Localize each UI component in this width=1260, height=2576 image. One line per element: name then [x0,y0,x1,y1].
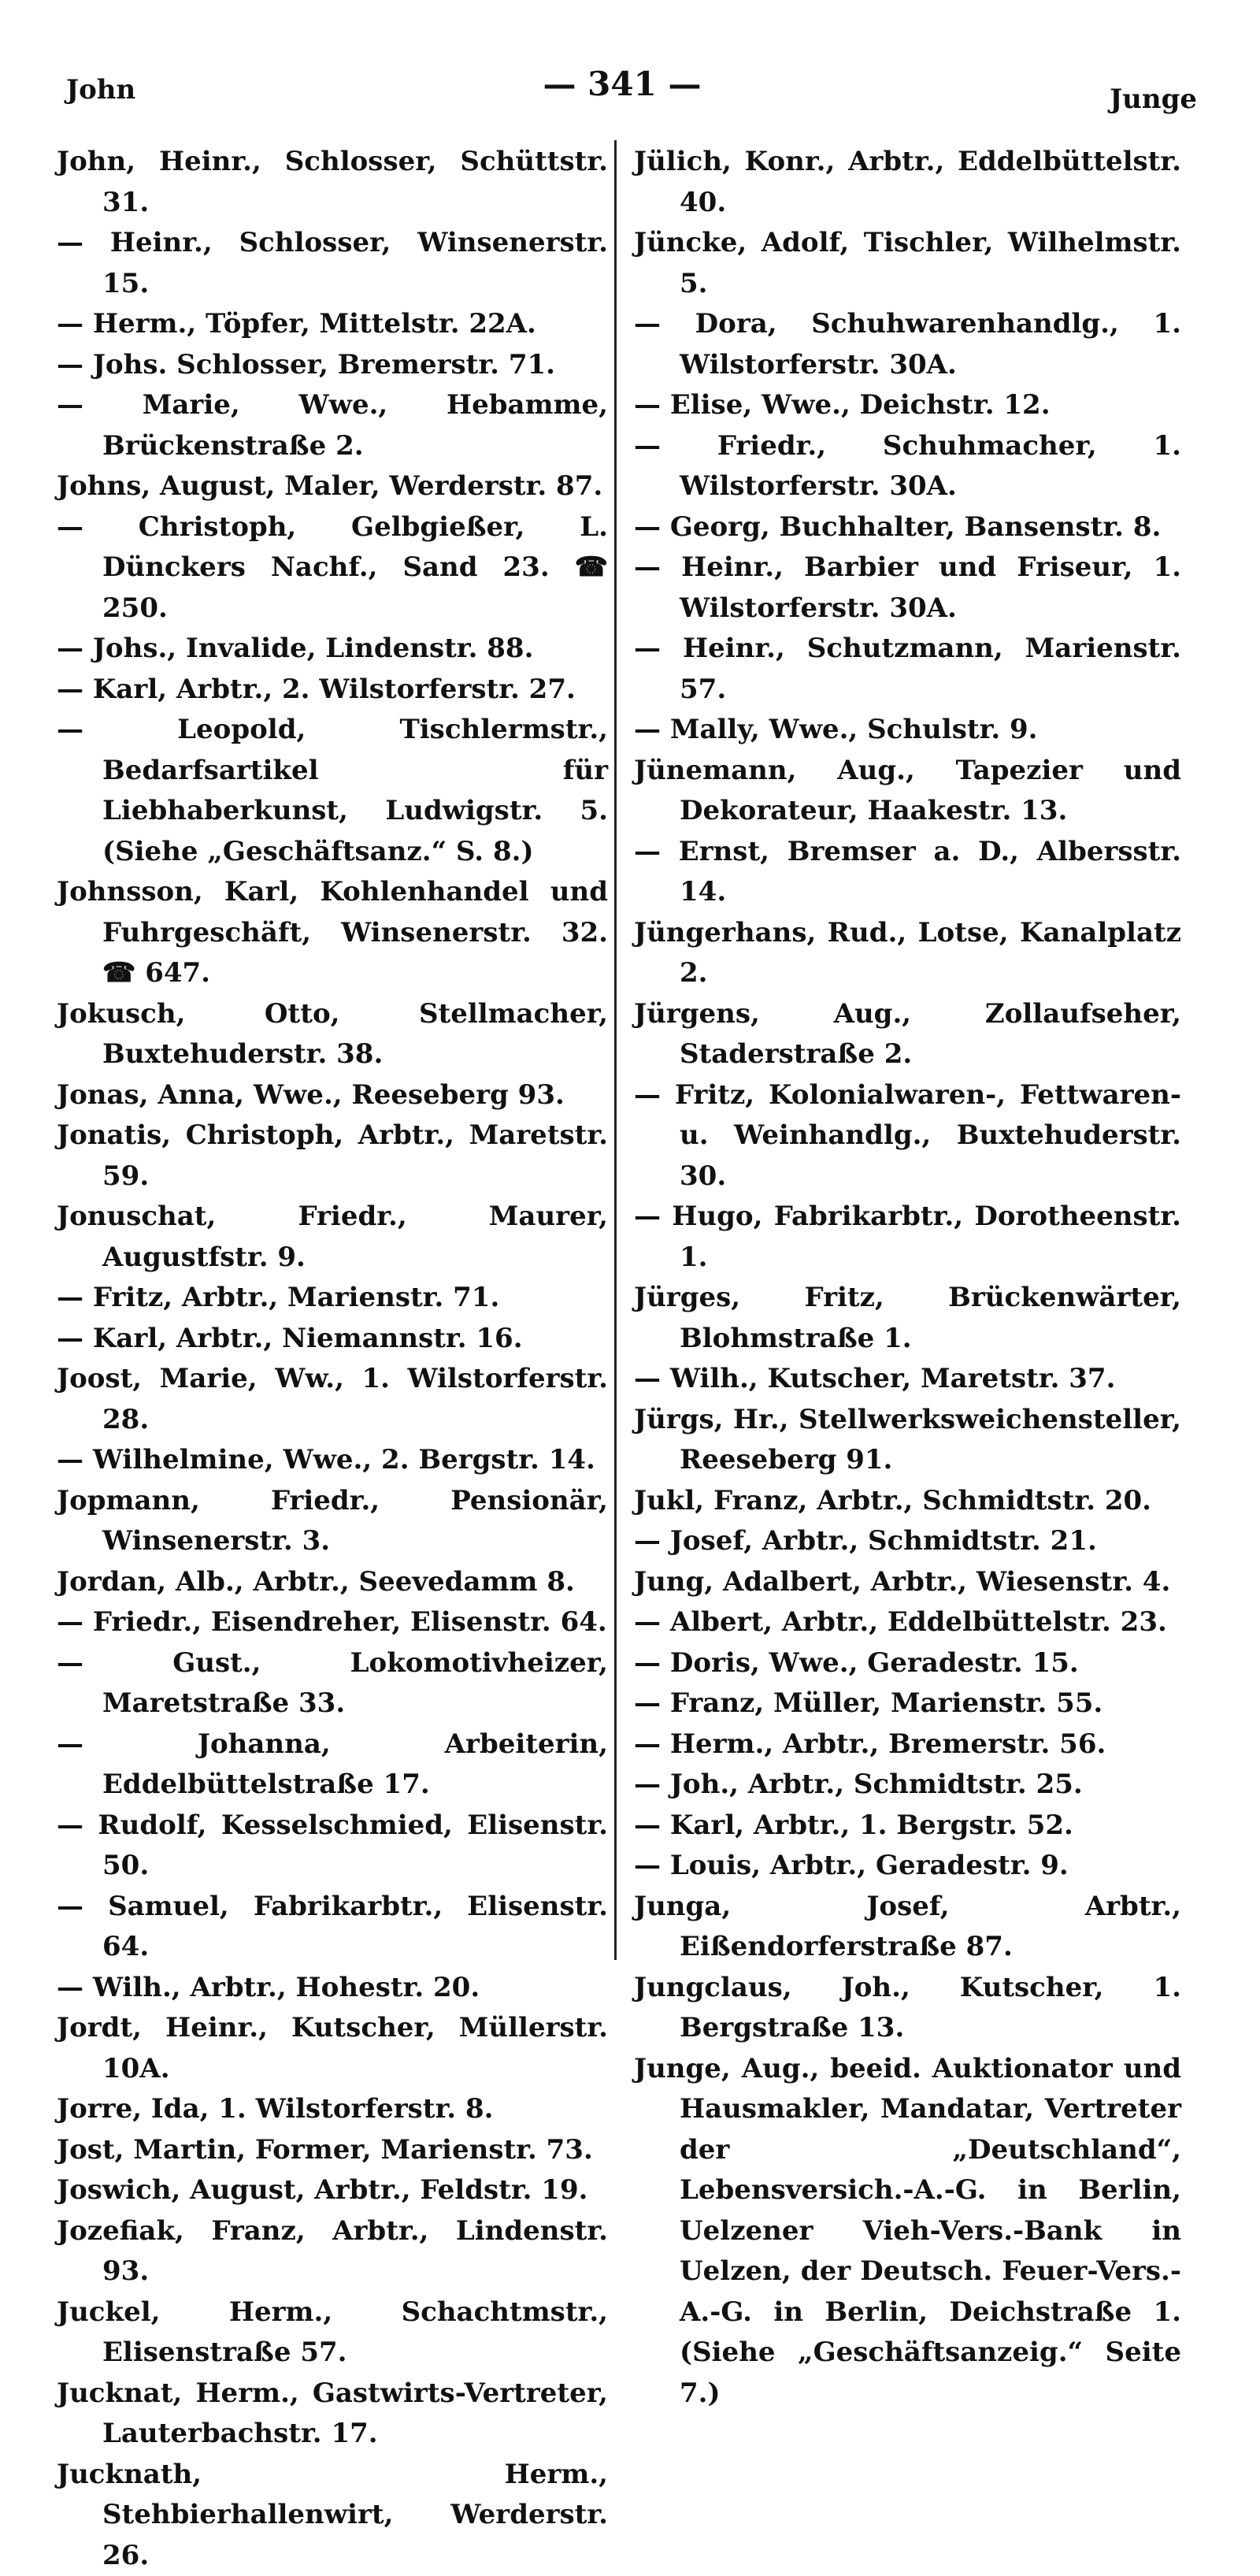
directory-entry: — Johanna, Arbeiterin, Eddelbüttelstraße 17. [57,1724,608,1806]
directory-entry: — Fritz, Kolonialwaren-, Fettwaren- u. Weinhandlg., Buxtehuderstr. 30. [634,1075,1181,1197]
directory-entry: — Heinr., Schutzmann, Marienstr. 57. [634,629,1181,710]
directory-entry: Johns, August, Maler, Werderstr. 87. [57,466,608,507]
directory-entry: — Wilh., Kutscher, Maretstr. 37. [634,1359,1181,1400]
directory-entry: — Fritz, Arbtr., Marienstr. 71. [57,1278,608,1319]
directory-entry: — Hugo, Fabrikarbtr., Dorotheenstr. 1. [634,1197,1181,1278]
directory-entry: — Georg, Buchhalter, Bansenstr. 8. [634,507,1181,548]
directory-entry: Jordt, Heinr., Kutscher, Müllerstr. 10A. [57,2008,608,2089]
directory-entry: Jonuschat, Friedr., Maurer, Augustfstr. 9. [57,1197,608,1278]
page-number: — 341 — [47,65,1197,103]
directory-entry: — Johs. Schlosser, Bremerstr. 71. [57,345,608,386]
header-right-catchword: Junge [1110,84,1197,115]
right-column [634,142,1181,2414]
directory-entry: Jorre, Ida, 1. Wilstorferstr. 8. [57,2089,608,2130]
directory-entry: Jüncke, Adolf, Tischler, Wilhelmstr. 5. [634,223,1181,304]
directory-entry: — Rudolf, Kesselschmied, Elisenstr. 50. [57,1806,608,1887]
directory-entry: — Dora, Schuhwarenhandlg., 1. Wilstorferstr. 30A. [634,304,1181,385]
directory-entry: — Karl, Arbtr., 2. Wilstorferstr. 27. [57,670,608,711]
directory-entry: — Heinr., Barbier und Friseur, 1. Wilstorferstr. 30A. [634,547,1181,629]
directory-entry: Jonas, Anna, Wwe., Reeseberg 93. [57,1075,608,1116]
directory-entry: — Christoph, Gelbgießer, L. Dünckers Nachf., Sand 23. ☎ 250. [57,507,608,629]
column-divider [614,140,617,1960]
directory-entry: — Heinr., Schlosser, Winsenerstr. 15. [57,223,608,304]
directory-entry: — Franz, Müller, Marienstr. 55. [634,1683,1181,1724]
directory-entry: Jokusch, Otto, Stellmacher, Buxtehuderstr. 38. [57,994,608,1075]
directory-entry: — Wilhelmine, Wwe., 2. Bergstr. 14. [57,1440,608,1481]
directory-entry: — Louis, Arbtr., Geradestr. 9. [634,1846,1181,1887]
directory-entry: — Friedr., Eisendreher, Elisenstr. 64. [57,1602,608,1643]
directory-entry: Jucknat, Herm., Gastwirts-Vertreter, Lauterbachstr. 17. [57,2374,608,2455]
directory-entry: Jucknath, Herm., Stehbierhallenwirt, Werderstr. 26. [57,2455,608,2576]
directory-entry: Jonatis, Christoph, Arbtr., Maretstr. 59. [57,1115,608,1197]
directory-entry: — Marie, Wwe., Hebamme, Brückenstraße 2. [57,385,608,466]
directory-entry: Joost, Marie, Ww., 1. Wilstorferstr. 28. [57,1359,608,1440]
directory-entry: Jukl, Franz, Arbtr., Schmidtstr. 20. [634,1481,1181,1522]
directory-entry: Jung, Adalbert, Arbtr., Wiesenstr. 4. [634,1562,1181,1603]
directory-entry: — Friedr., Schuhmacher, 1. Wilstorferstr. 30A. [634,426,1181,507]
directory-entry: — Ernst, Bremser a. D., Albersstr. 14. [634,832,1181,913]
directory-entry: — Herm., Töpfer, Mittelstr. 22A. [57,304,608,345]
directory-entry: Joswich, August, Arbtr., Feldstr. 19. [57,2170,608,2211]
directory-entry: Jürgs, Hr., Stellwerksweichensteller, Reeseberg 91. [634,1400,1181,1481]
directory-entry: — Herm., Arbtr., Bremerstr. 56. [634,1724,1181,1765]
directory-entry: Jürgens, Aug., Zollaufseher, Staderstraße 2. [634,994,1181,1075]
directory-entry: — Albert, Arbtr., Eddelbüttelstr. 23. [634,1602,1181,1643]
directory-entry: — Mally, Wwe., Schulstr. 9. [634,710,1181,751]
directory-entry: Jungclaus, Joh., Kutscher, 1. Bergstraße 13. [634,1968,1181,2049]
directory-entry: Junge, Aug., beeid. Auktionator und Hausmakler, Mandatar, Vertreter der „Deutschland“, Lebensversich.-A.-G. in Berlin, Uelzener Vieh-Vers.-Bank in Uelzen, der Deutsch. Feuer-Vers.-A.-G. in Berlin, Deichstraße 1. (Siehe „Geschäftsanzeig.“ Seite 7.) [634,2049,1181,2415]
running-header [47,65,1197,112]
header-left-catchword: John [66,74,135,106]
directory-entry: — Samuel, Fabrikarbtr., Elisenstr. 64. [57,1887,608,1968]
directory-entry: John, Heinr., Schlosser, Schüttstr. 31. [57,142,608,223]
directory-entry: Jürges, Fritz, Brückenwärter, Blohmstraße 1. [634,1278,1181,1359]
directory-entry: — Gust., Lokomotivheizer, Maretstraße 33. [57,1643,608,1724]
directory-entry: Jülich, Konr., Arbtr., Eddelbüttelstr. 40. [634,142,1181,223]
directory-entry: Jünemann, Aug., Tapezier und Dekorateur, Haakestr. 13. [634,751,1181,832]
directory-entry: — Wilh., Arbtr., Hohestr. 20. [57,1968,608,2009]
directory-entry: — Leopold, Tischlermstr., Bedarfsartikel für Liebhaberkunst, Ludwigstr. 5. (Siehe „Geschäftsanz.“ S. 8.) [57,710,608,872]
directory-entry: — Johs., Invalide, Lindenstr. 88. [57,629,608,670]
directory-entry: Jüngerhans, Rud., Lotse, Kanalplatz 2. [634,913,1181,994]
left-column [57,142,608,2576]
directory-entry: Jopmann, Friedr., Pensionär, Winsenerstr. 3. [57,1481,608,1562]
directory-entry: — Karl, Arbtr., 1. Bergstr. 52. [634,1806,1181,1847]
directory-entry: Jost, Martin, Former, Marienstr. 73. [57,2130,608,2171]
directory-entry: — Josef, Arbtr., Schmidtstr. 21. [634,1521,1181,1562]
directory-entry: — Joh., Arbtr., Schmidtstr. 25. [634,1765,1181,1806]
directory-entry: Johnsson, Karl, Kohlenhandel und Fuhrgeschäft, Winsenerstr. 32. ☎ 647. [57,872,608,994]
directory-entry: Junga, Josef, Arbtr., Eißendorferstraße 87. [634,1887,1181,1968]
directory-entry: Juckel, Herm., Schachtmstr., Elisenstraße 57. [57,2292,608,2374]
directory-entry: Jordan, Alb., Arbtr., Seevedamm 8. [57,1562,608,1603]
directory-entry: — Doris, Wwe., Geradestr. 15. [634,1643,1181,1684]
directory-entry: Jozefiak, Franz, Arbtr., Lindenstr. 93. [57,2211,608,2292]
directory-entry: — Elise, Wwe., Deichstr. 12. [634,385,1181,426]
directory-entry: — Karl, Arbtr., Niemannstr. 16. [57,1319,608,1360]
